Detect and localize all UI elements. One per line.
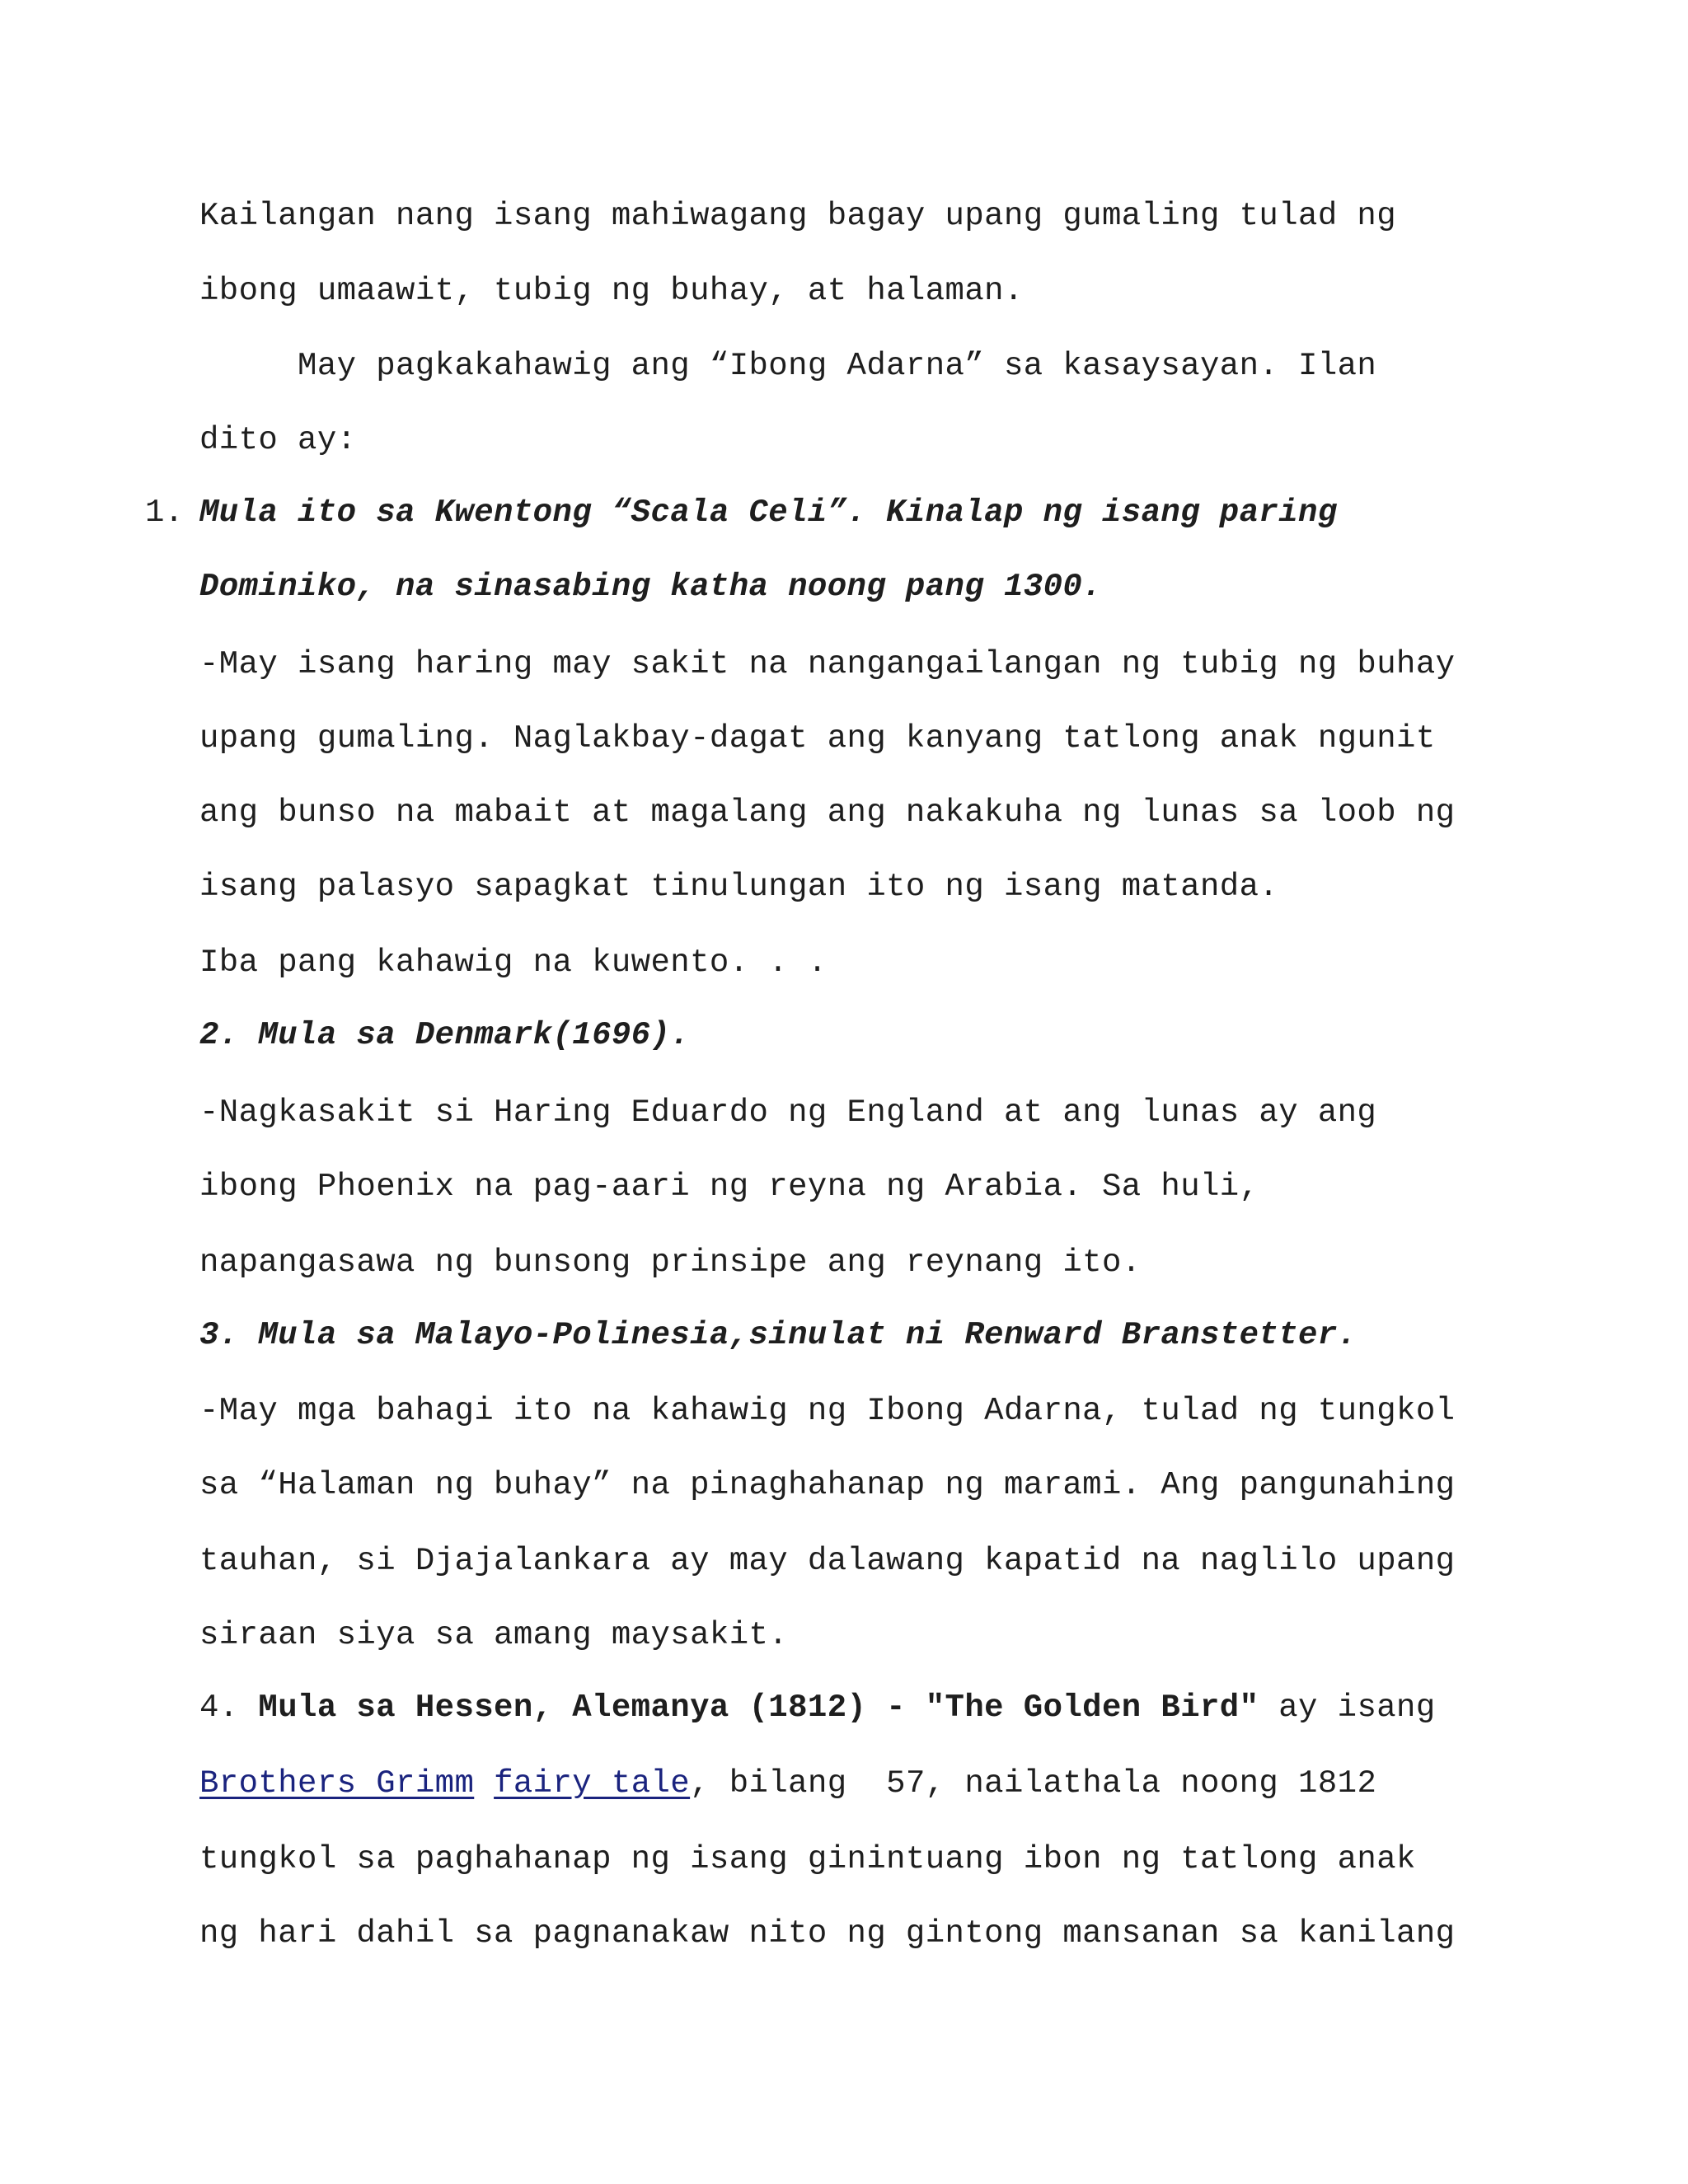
body-text-line: -May mga bahagi ito na kahawig ng Ibong Adarna, tulad ng tungkol	[199, 1393, 1456, 1429]
brothers-grimm-link[interactable]: Brothers Grimm	[199, 1765, 475, 1802]
body-text: ay isang	[1259, 1690, 1436, 1726]
body-text-line: dito ay:	[199, 422, 357, 458]
item-4-line	[199, 1764, 1376, 1803]
list-number: 4.	[199, 1690, 239, 1726]
body-text-line: tauhan, si Djajalankara ay may dalawang kapatid na naglilo upang	[199, 1543, 1456, 1579]
body-text-line: ibong umaawit, tubig ng buhay, at halaman.	[199, 273, 1024, 309]
body-text-line: napangasawa ng bunsong prinsipe ang reynang ito.	[199, 1244, 1142, 1281]
item-heading: Mula ito sa Kwentong “Scala Celi”. Kinalap ng isang paring	[199, 494, 1338, 531]
body-text-line: siraan siya sa amang maysakit.	[199, 1617, 789, 1653]
item-heading: Mula sa Hessen, Alemanya (1812) - "The Golden Bird"	[238, 1690, 1259, 1726]
fairy-tale-link[interactable]: fairy tale	[494, 1765, 691, 1802]
body-text-line: upang gumaling. Naglakbay-dagat ang kanyang tatlong anak ngunit	[199, 720, 1436, 757]
body-text-line: sa “Halaman ng buhay” na pinaghahanap ng marami. Ang pangunahing	[199, 1467, 1456, 1503]
body-text-line: -May isang haring may sakit na nangangailangan ng tubig ng buhay	[199, 646, 1456, 682]
body-text-line: ang bunso na mabait at magalang ang nakakuha ng lunas sa loob ng	[199, 794, 1456, 831]
body-text-line: -Nagkasakit si Haring Eduardo ng England at ang lunas ay ang	[199, 1094, 1377, 1131]
body-text-line: ng hari dahil sa pagnanakaw nito ng gintong mansanan sa kanilang	[199, 1915, 1456, 1952]
body-text: , bilang 57, nailathala noong 1812	[690, 1765, 1377, 1802]
item-4-line	[199, 1688, 1436, 1727]
body-text-line: tungkol sa paghahanap ng isang ginintuang ibon ng tatlong anak	[199, 1841, 1416, 1877]
body-text-line: May pagkakahawig ang “Ibong Adarna” sa kasaysayan. Ilan	[199, 348, 1377, 384]
list-number: 1.	[145, 494, 184, 531]
item-heading: 3. Mula sa Malayo-Polinesia,sinulat ni Renward Branstetter.	[199, 1317, 1357, 1353]
body-text-line: Iba pang kahawig na kuwento. . .	[199, 944, 828, 981]
body-text-line: ibong Phoenix na pag-aari ng reyna ng Arabia. Sa huli,	[199, 1169, 1259, 1205]
space	[474, 1765, 494, 1802]
body-text-line: Kailangan nang isang mahiwagang bagay upang gumaling tulad ng	[199, 198, 1397, 234]
item-heading: 2. Mula sa Denmark(1696).	[199, 1017, 691, 1053]
body-text-line: isang palasyo sapagkat tinulungan ito ng isang matanda.	[199, 869, 1279, 905]
item-heading: Dominiko, na sinasabing katha noong pang 1300.	[199, 569, 1102, 605]
